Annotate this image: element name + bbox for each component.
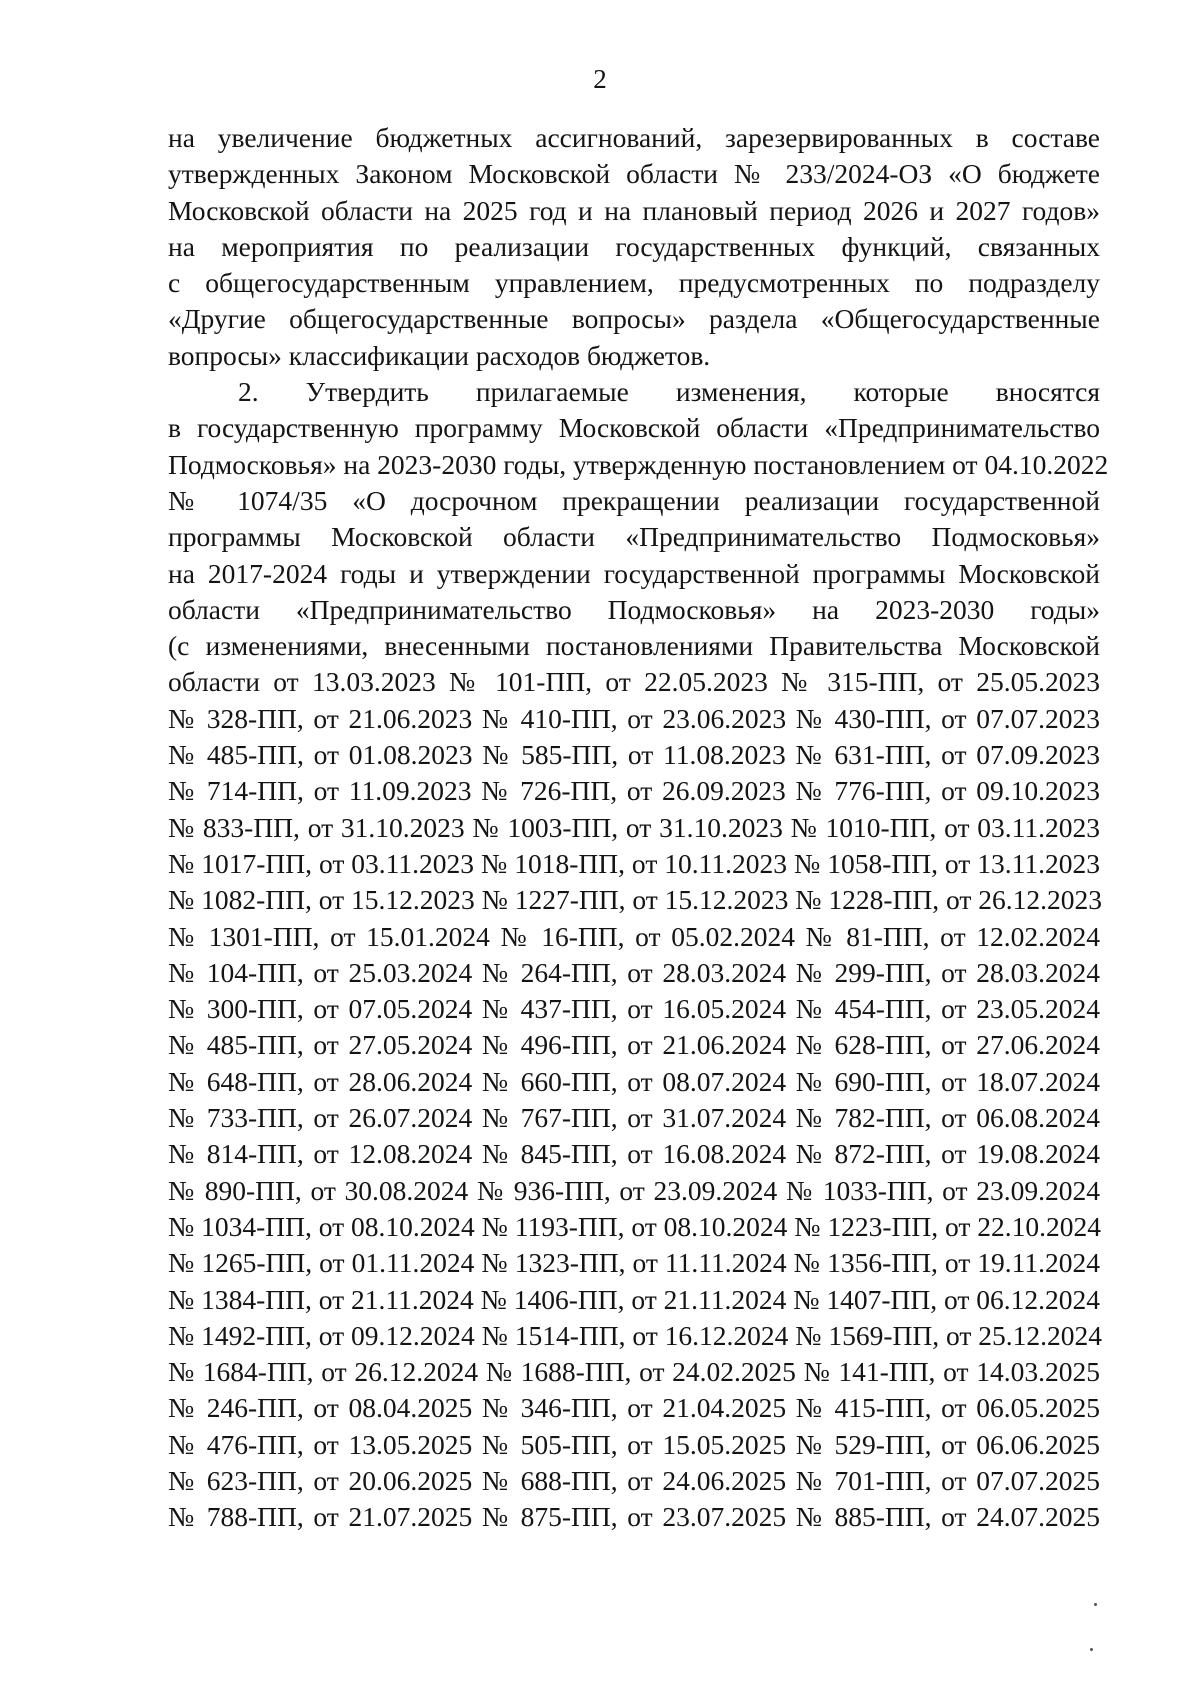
text-line: № 1301-ПП, от 15.01.2024 № 16-ПП, от 05.02.2024 № 81-ПП, от 12.02.2024 — [168, 920, 1100, 952]
text-line: № 814-ПП, от 12.08.2024 № 845-ПП, от 16.08.2024 № 872-ПП, от 19.08.2024 — [168, 1138, 1100, 1170]
text-line: (с изменениями, внесенными постановлениями Правительства Московской — [168, 630, 1100, 662]
text-line: № 1265-ПП, от 01.11.2024 № 1323-ПП, от 11.11.2024 № 1356-ПП, от 19.11.2024 — [168, 1247, 1100, 1279]
document-body — [168, 120, 1109, 1608]
paragraph-2 — [168, 374, 1109, 1608]
text-line: на увеличение бюджетных ассигнований, зарезервированных в составе — [168, 122, 1100, 153]
text-line — [168, 1572, 1100, 1608]
text-line: № 623-ПП, от 20.06.2025 № 688-ПП, от 24.06.2025 № 701-ПП, от 07.07.2025 — [168, 1464, 1100, 1496]
text-line: в государственную программу Московской области «Предпринимательство — [168, 412, 1100, 444]
text-line: № 246-ПП, от 08.04.2025 № 346-ПП, от 21.04.2025 № 415-ПП, от 06.05.2025 — [168, 1392, 1100, 1424]
scan-speck — [1094, 1603, 1097, 1606]
text-line: «Другие общегосударственные вопросы» раздела «Общегосударственные — [168, 303, 1100, 335]
text-line: № 104-ПП, от 25.03.2024 № 264-ПП, от 28.03.2024 № 299-ПП, от 28.03.2024 — [168, 956, 1100, 988]
text-line: № 1082-ПП, от 15.12.2023 № 1227-ПП, от 15.12.2023 № 1228-ПП, от 26.12.2023 — [168, 884, 1103, 916]
text-line: утвержденных Законом Московской области № 233/2024-ОЗ «О бюджете — [168, 158, 1100, 190]
text-line — [168, 1536, 1100, 1572]
text-line: № 1384-ПП, от 21.11.2024 № 1406-ПП, от 21.11.2024 № 1407-ПП, от 06.12.2024 — [168, 1283, 1101, 1315]
text-line: № 648-ПП, от 28.06.2024 № 660-ПП, от 08.07.2024 № 690-ПП, от 18.07.2024 — [168, 1065, 1100, 1097]
text-line: № 833-ПП, от 31.10.2023 № 1003-ПП, от 31.10.2023 № 1010-ПП, от 03.11.2023 — [168, 811, 1100, 843]
text-line: № 328-ПП, от 21.06.2023 № 410-ПП, от 23.06.2023 № 430-ПП, от 07.07.2023 — [168, 702, 1100, 734]
text-line: № 1034-ПП, от 08.10.2024 № 1193-ПП, от 08.10.2024 № 1223-ПП, от 22.10.2024 — [168, 1210, 1102, 1242]
text-line: области «Предпринимательство Подмосковья» на 2023-2030 годы» — [168, 593, 1100, 625]
text-line: № 1684-ПП, от 26.12.2024 № 1688-ПП, от 24.02.2025 № 141-ПП, от 14.03.2025 — [168, 1356, 1100, 1388]
text-line: № 485-ПП, от 27.05.2024 № 496-ПП, от 21.06.2024 № 628-ПП, от 27.06.2024 — [168, 1029, 1100, 1061]
text-line: № 733-ПП, от 26.07.2024 № 767-ПП, от 31.07.2024 № 782-ПП, от 06.08.2024 — [168, 1102, 1100, 1134]
text-line: № 476-ПП, от 13.05.2025 № 505-ПП, от 15.05.2025 № 529-ПП, от 06.06.2025 — [168, 1428, 1100, 1460]
paragraph-1 — [168, 120, 1100, 374]
text-line: Московской области на 2025 год и на плановый период 2026 и 2027 годов» — [168, 194, 1100, 226]
text-line: с общегосударственным управлением, предусмотренных по подразделу — [168, 267, 1100, 299]
text-line: области от 13.03.2023 № 101-ПП, от 22.05.2023 № 315-ПП, от 25.05.2023 — [168, 666, 1100, 698]
text-line: № 485-ПП, от 01.08.2023 № 585-ПП, от 11.08.2023 № 631-ПП, от 07.09.2023 — [168, 739, 1100, 771]
text-line: № 1492-ПП, от 09.12.2024 № 1514-ПП, от 16.12.2024 № 1569-ПП, от 25.12.2024 — [168, 1319, 1103, 1351]
text-line: на 2017-2024 годы и утверждении государственной программы Московской — [168, 557, 1100, 589]
text-line: № 890-ПП, от 30.08.2024 № 936-ПП, от 23.09.2024 № 1033-ПП, от 23.09.2024 — [168, 1174, 1100, 1206]
text-line: Подмосковья» на 2023-2030 годы, утвержденную постановлением от 04.10.2022 — [168, 448, 1109, 480]
text-line: № 1074/35 «О досрочном прекращении реализации государственной — [168, 484, 1100, 516]
text-line: № 300-ПП, от 07.05.2024 № 437-ПП, от 16.05.2024 № 454-ПП, от 23.05.2024 — [168, 993, 1100, 1025]
text-line: программы Московской области «Предпринимательство Подмосковья» — [168, 521, 1100, 553]
scan-speck — [1090, 1648, 1093, 1651]
text-line: 2. Утвердить прилагаемые изменения, которые вносятся — [238, 376, 1100, 408]
text-line: № 788-ПП, от 21.07.2025 № 875-ПП, от 23.07.2025 № 885-ПП, от 24.07.2025 — [168, 1501, 1100, 1533]
page-number: 2 — [593, 64, 607, 94]
text-line: № 1017-ПП, от 03.11.2023 № 1018-ПП, от 10.11.2023 № 1058-ПП, от 13.11.2023 — [168, 847, 1100, 879]
text-line: № 714-ПП, от 11.09.2023 № 726-ПП, от 26.09.2023 № 776-ПП, от 09.10.2023 — [168, 775, 1100, 807]
text-line: на мероприятия по реализации государственных функций, связанных — [168, 230, 1100, 262]
text-line: вопросы» классификации расходов бюджетов. — [168, 339, 711, 371]
